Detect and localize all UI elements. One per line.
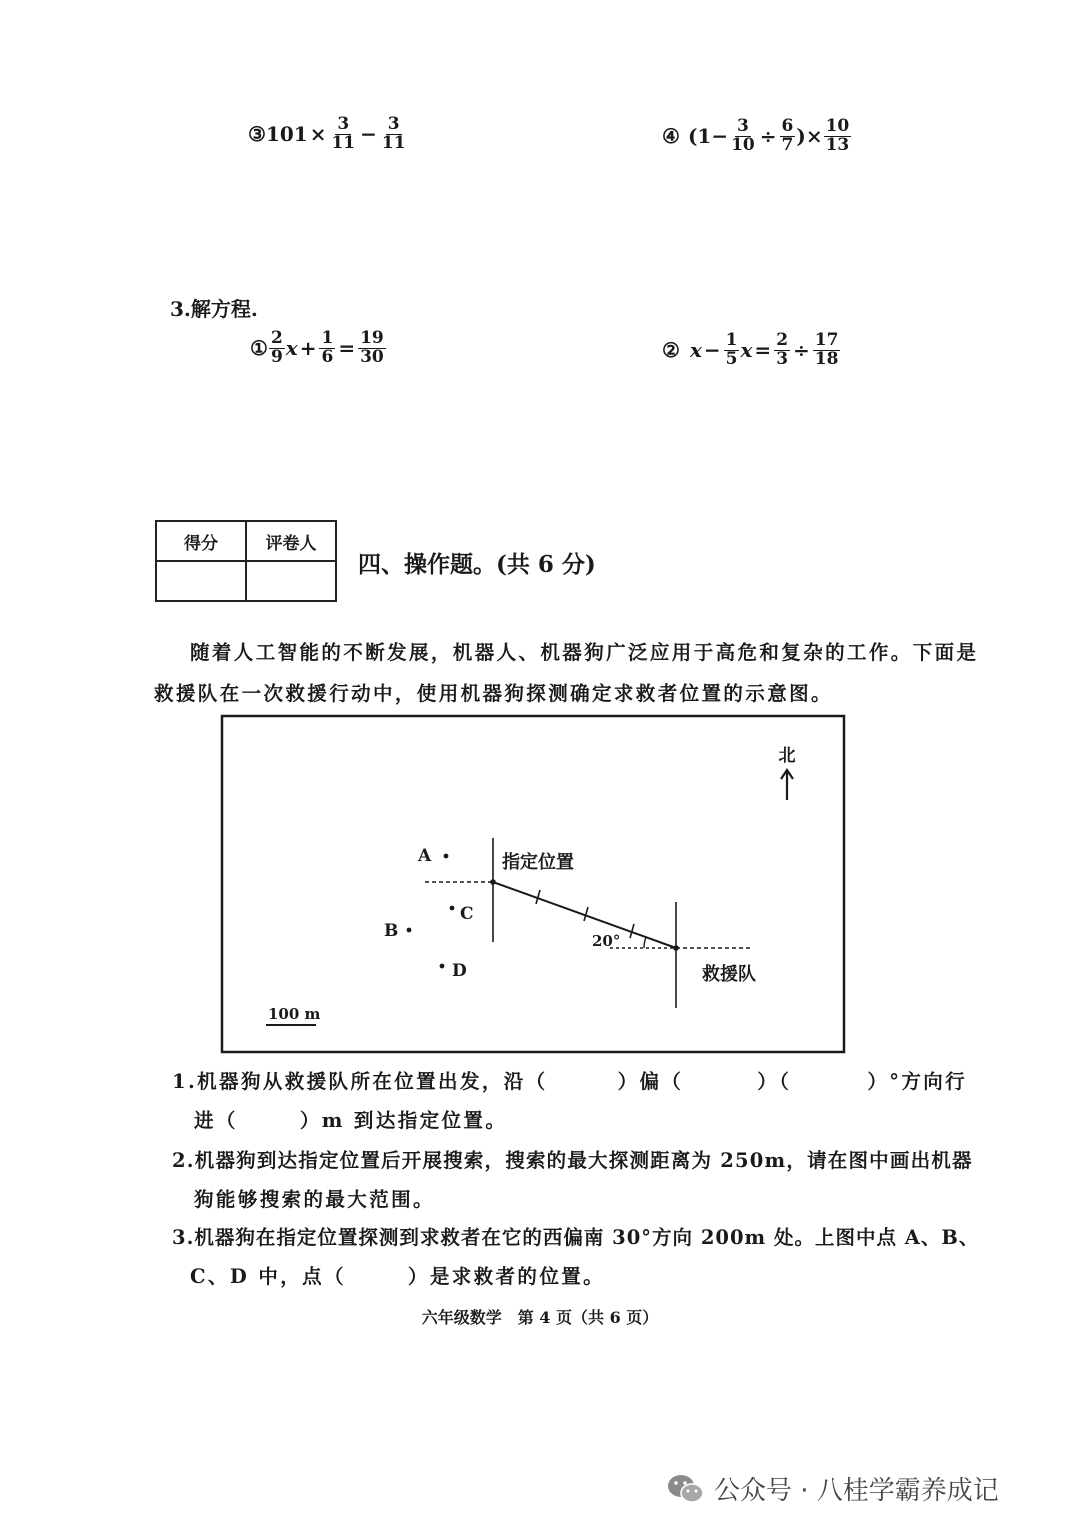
point-a xyxy=(444,854,449,859)
scale-label: 100 m xyxy=(268,1005,321,1023)
problem-3-number: 101 xyxy=(265,122,308,147)
angle-label: 20° xyxy=(592,932,621,950)
problem-3-fraction-2: $\frac{3}{11}$ xyxy=(381,114,406,153)
grader-cell[interactable] xyxy=(246,561,336,601)
problem-3-times: × xyxy=(309,122,327,147)
problem-4-divide: ÷ xyxy=(759,124,777,149)
equation-2 xyxy=(662,332,841,369)
equation-1 xyxy=(250,330,387,367)
grader-header: 评卷人 xyxy=(246,521,336,561)
wechat-icon xyxy=(666,1472,706,1506)
north-arrow-icon xyxy=(781,770,793,800)
problem-4 xyxy=(662,118,852,155)
problem-4-rparen: )× xyxy=(796,124,823,149)
problem-3-minus: − xyxy=(360,122,377,147)
equation-2-mark: ② xyxy=(662,338,680,363)
target-label: 指定位置 xyxy=(502,852,574,873)
problem-3-mark: ③ xyxy=(248,122,266,147)
path-tick-marks xyxy=(536,890,634,938)
equation-1-fraction-3: $\frac{19}{30}$ xyxy=(360,328,384,367)
watermark xyxy=(666,1470,999,1507)
equation-2-variable-1: x xyxy=(689,338,702,363)
question-2-line-1: 2.机器狗到达指定位置后开展搜索，搜索的最大探测距离为 250m，请在图中画出机器 xyxy=(172,1149,973,1172)
page-footer: 六年级数学 第 4 页（共 6 页） xyxy=(421,1308,659,1327)
question-1-line-1: 1.机器狗从救援队所在位置出发，沿（ ）偏（ ）（ ）°方向行 xyxy=(172,1070,968,1093)
equation-1-equals: = xyxy=(338,336,356,361)
equation-1-fraction-1: $\frac{2}{9}$ xyxy=(270,328,283,367)
equation-2-fraction-1: $\frac{1}{5}$ xyxy=(725,330,738,369)
equation-1-mark: ① xyxy=(250,336,268,361)
problem-3 xyxy=(248,116,409,153)
section-4-title: 四、操作题。(共 6 分) xyxy=(358,551,596,578)
point-c-label: C xyxy=(460,904,474,924)
rescue-diagram xyxy=(220,714,848,1056)
equation-1-fraction-2: $\frac{1}{6}$ xyxy=(321,328,334,367)
team-label: 救援队 xyxy=(702,964,756,985)
team-crosshair xyxy=(610,902,753,1008)
diagram-frame xyxy=(222,716,844,1052)
section-3-title: 3.解方程. xyxy=(170,297,258,321)
point-c xyxy=(450,906,455,911)
problem-4-fraction-3: $\frac{10}{13}$ xyxy=(825,116,850,155)
equation-1-variable: x xyxy=(285,336,298,361)
score-table xyxy=(155,520,337,602)
problem-4-mark: ④ xyxy=(662,124,680,149)
problem-4-fraction-2: $\frac{6}{7}$ xyxy=(781,116,794,155)
problem-4-fraction-1: $\frac{3}{10}$ xyxy=(731,116,755,155)
problem-3-fraction-1: $\frac{3}{11}$ xyxy=(331,114,356,153)
equation-2-variable-2: x xyxy=(740,338,753,363)
score-cell[interactable] xyxy=(156,561,246,601)
equation-2-minus: − xyxy=(703,338,721,363)
path-line xyxy=(493,882,676,948)
question-3-line-2: C、D 中，点（ ）是求救者的位置。 xyxy=(190,1265,606,1288)
angle-arc xyxy=(644,937,646,948)
intro-line-1: 随着人工智能的不断发展，机器人、机器狗广泛应用于高危和复杂的工作。下面是 xyxy=(190,641,979,664)
point-b xyxy=(407,928,412,933)
equation-2-fraction-3: $\frac{17}{18}$ xyxy=(814,330,839,369)
point-d-label: D xyxy=(452,961,467,981)
point-a-label: A xyxy=(418,846,432,866)
problem-4-lparen: (1− xyxy=(687,124,729,149)
equation-1-plus: + xyxy=(299,336,317,361)
equation-2-divide: ÷ xyxy=(793,338,810,363)
north-label: 北 xyxy=(778,746,796,766)
target-crosshair xyxy=(425,838,493,942)
equation-2-equals: = xyxy=(754,338,772,363)
intro-line-2: 救援队在一次救援行动中，使用机器狗探测确定求救者位置的示意图。 xyxy=(154,682,833,705)
point-d xyxy=(440,964,445,969)
point-b-label: B xyxy=(384,921,399,941)
question-3-line-1: 3.机器狗在指定位置探测到求救者在它的西偏南 30°方向 200m 处。上图中点 A、B、 xyxy=(172,1226,980,1249)
equation-2-fraction-2: $\frac{2}{3}$ xyxy=(776,330,789,369)
score-header: 得分 xyxy=(156,521,246,561)
watermark-text: 公众号 · 八桂学霸养成记 xyxy=(714,1476,999,1506)
question-1-line-2: 进（ ）m 到达指定位置。 xyxy=(194,1109,508,1132)
question-2-line-2: 狗能够搜索的最大范围。 xyxy=(194,1188,435,1211)
